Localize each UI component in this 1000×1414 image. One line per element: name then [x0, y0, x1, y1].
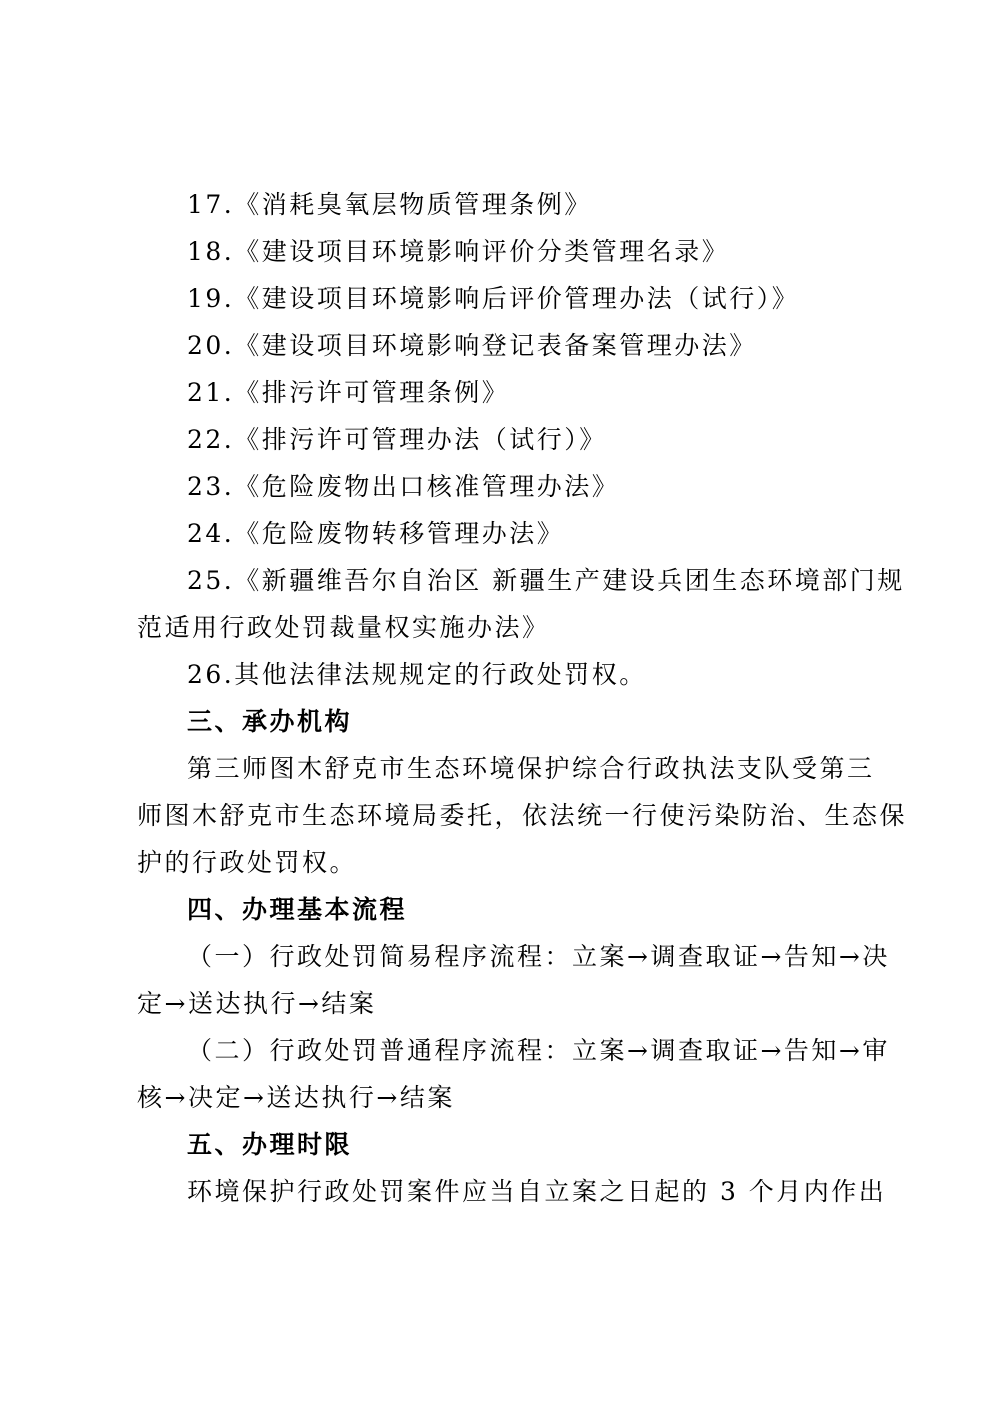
- paragraph-line: 护的行政处罚权。: [137, 848, 358, 877]
- list-item: 26.其他法律法规规定的行政处罚权。: [187, 660, 647, 689]
- section-heading-undertaking-agency: 三、承办机构: [187, 707, 353, 736]
- list-item: 23.《危险废物出口核准管理办法》: [187, 472, 620, 501]
- paragraph-line: 环境保护行政处罚案件应当自立案之日起的 3 个月内作出: [187, 1177, 887, 1206]
- paragraph-line: 定→送达执行→结案: [137, 989, 377, 1018]
- list-item: 17.《消耗臭氧层物质管理条例》: [187, 190, 592, 219]
- list-item-continuation: 范适用行政处罚裁量权实施办法》: [137, 613, 550, 642]
- list-item: 22.《排污许可管理办法（试行）》: [187, 425, 607, 454]
- list-item: 18.《建设项目环境影响评价分类管理名录》: [187, 237, 730, 266]
- paragraph-line: 核→决定→送达执行→结案: [137, 1083, 455, 1112]
- paragraph-line: （一）行政处罚简易程序流程：立案→调查取证→告知→决: [187, 942, 890, 971]
- list-item: 25.《新疆维吾尔自治区 新疆生产建设兵团生态环境部门规: [187, 566, 905, 595]
- paragraph-line: 师图木舒克市生态环境局委托，依法统一行使污染防治、生态保: [137, 801, 908, 830]
- paragraph-line: （二）行政处罚普通程序流程：立案→调查取证→告知→审: [187, 1036, 890, 1065]
- list-item: 20.《建设项目环境影响登记表备案管理办法》: [187, 331, 757, 360]
- list-item: 21.《排污许可管理条例》: [187, 378, 510, 407]
- paragraph-line: 第三师图木舒克市生态环境保护综合行政执法支队受第三: [187, 754, 875, 783]
- list-item: 24.《危险废物转移管理办法》: [187, 519, 565, 548]
- section-heading-basic-process: 四、办理基本流程: [187, 895, 408, 924]
- list-item: 19.《建设项目环境影响后评价管理办法（试行）》: [187, 284, 800, 313]
- document-body: [137, 181, 908, 1215]
- section-heading-time-limit: 五、办理时限: [187, 1130, 353, 1159]
